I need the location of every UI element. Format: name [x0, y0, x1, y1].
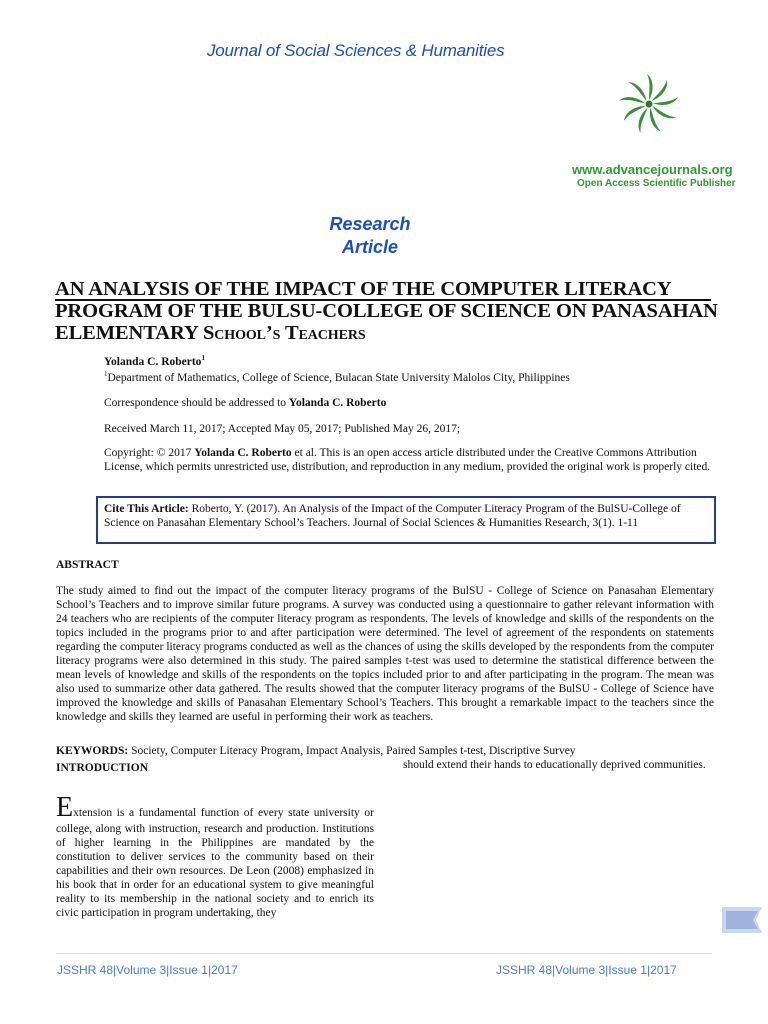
journal-title: Journal of Social Sciences & Humanities [207, 41, 505, 60]
publisher-tagline: Open Access Scientific Publisher [577, 178, 736, 189]
keywords-line: KEYWORDS: Society, Computer Literacy Program, Impact Analysis, Paired Samples t-test, Discriptive Survey [56, 745, 576, 757]
page-turn-icon[interactable] [716, 903, 768, 937]
introduction-right-column: should extend their hands to educationally deprived communities. [403, 759, 706, 771]
article-type-line1: Research [329, 214, 411, 234]
abstract-body: The study aimed to find out the impact of the computer literacy programs of the BulSU - College of Science on Panasahan Elementary School’s Teachers and to improve similar future programs. A survey was conducted using a questionnaire to gather relevant information with 24 teachers who are recipients of the computer literacy program as respondents. The levels of knowledge and skills of the respondents on the topics included in the programs prior to and after participation were determined. The level of agreement of the respondents on statements regarding the computer literacy programs conducted as well as the chances of using the skills developed by the respondents from the computer literacy programs were also determined in this study. The paired samples t-test was used to determine the statistical difference between the mean levels of knowledge and skills of the respondents on the topics included prior to and after participating in the program. The mean was also used to summarize other data gathered. The results showed that the computer literacy programs of the BulSU - College of Science have improved the knowledge and skills of Panasahan Elementary School’s Teachers. This brought a remarkable impact to the teachers since the knowledge and skills they learned are useful in performing their work as teachers. [56, 585, 714, 723]
author-name: Yolanda C. Roberto$^1$ [104, 354, 205, 368]
article-title: AN ANALYSIS OF THE IMPACT OF THE COMPUTER LITERACY PROGRAM OF THE BULSU-COLLEGE OF SCIENCE ON PANASAHAN ELEMENTARY School’s Teachers [55, 278, 718, 344]
article-type-line2: Article [341, 237, 399, 257]
footer-divider [56, 953, 712, 954]
introduction-heading: INTRODUCTION [56, 762, 149, 774]
footer-right: JSSHR 48|Volume 3|Issue 1|2017 [496, 963, 677, 977]
correspondence-line: Correspondence should be addressed to Yolanda C. Roberto [104, 397, 387, 409]
publication-dates: Received March 11, 2017; Accepted May 05, 2017; Published May 26, 2017; [104, 423, 461, 435]
introduction-left-column: Extension is a fundamental function of every state university or college, along with instruction, research and production. Institutions of higher learning in the Philippines are mandated by the constitution to deliver services to the community based on their capabilities and their own resources. De Leon (2008) emphasized in his book that in order for an educational system to give meaningful reality to its membership in the national society and to enrich its civic participation in program undertaking, they [56, 792, 374, 919]
drop-cap: E [56, 792, 74, 823]
author-affiliation: $^1$Department of Mathematics, College of Science, Bulacan State University Malolos City, Philippines [104, 370, 570, 384]
abstract-heading: ABSTRACT [56, 559, 119, 571]
publisher-website-link[interactable]: www.advancejournals.org [572, 162, 733, 177]
cite-this-article-box: Cite This Article: Roberto, Y. (2017). An Analysis of the Impact of the Computer Literacy Program of the BulSU-College of Science on Panasahan Elementary School’s Teachers. Journal of Social Sciences & Humanities Research, 3(1). 1-11 [96, 496, 716, 544]
publisher-logo-icon [618, 70, 680, 138]
article-type [300, 213, 440, 259]
copyright-notice: Copyright: © 2017 Yolanda C. Roberto et al. This is an open access article distributed under the Creative Commons Attribution License, which permits unrestricted use, distribution, and reproduction in any medium, provided the original work is properly cited. [104, 447, 711, 473]
footer-left: JSSHR 48|Volume 3|Issue 1|2017 [57, 963, 238, 977]
